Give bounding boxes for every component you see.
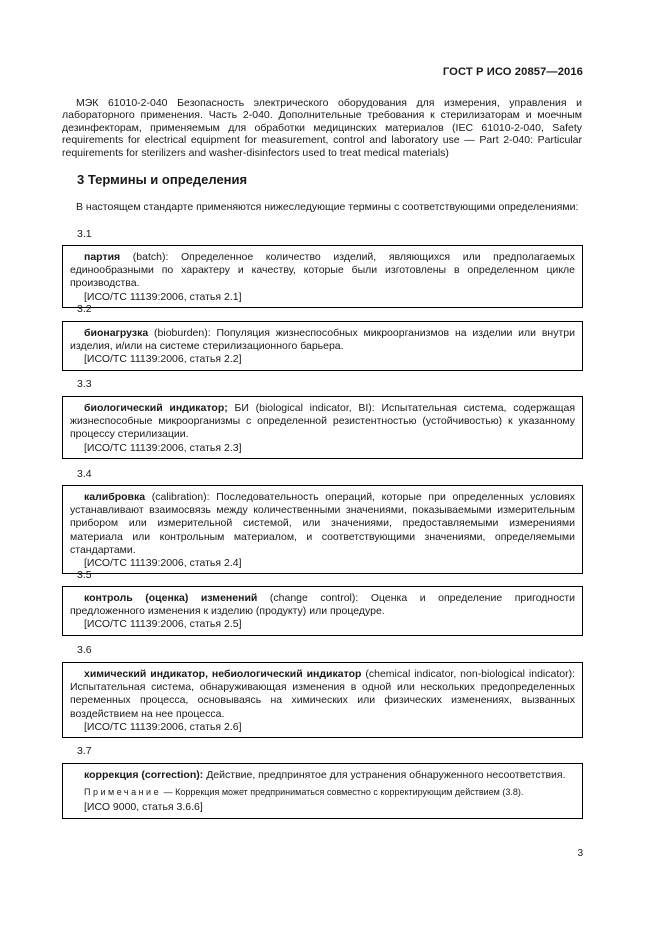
term-note — [70, 786, 575, 799]
term-source: [ИСО/ТС 11139:2006, статья 2.2] — [84, 353, 242, 366]
term-definition — [70, 668, 575, 721]
term-box — [62, 485, 583, 574]
term-number: 3.7 — [77, 745, 92, 757]
term-definition — [70, 327, 575, 353]
note-text: — Коррекция может предприниматься совместно с корректирующим действием (3.8). — [163, 787, 524, 798]
term-name: партия — [84, 251, 121, 263]
document-header: ГОСТ Р ИСО 20857—2016 — [442, 66, 583, 78]
definition-text: Испытательная система, содержащая жизнеспособные микроорганизмы с определенной резистентностью (устойчивостью) к указанному процессу стерилизации. — [70, 402, 576, 441]
term-box — [62, 586, 583, 636]
term-source: [ИСО/ТС 11139:2006, статья 2.6] — [84, 720, 242, 733]
term-definition — [70, 251, 575, 291]
term-name: контроль (оценка) изменений — [84, 592, 258, 604]
term-number: 3.6 — [77, 644, 92, 656]
term-source: [ИСО/ТС 11139:2006, статья 2.3] — [84, 441, 242, 454]
term-name: коррекция — [84, 769, 139, 781]
term-source: [ИСО 9000, статья 3.6.6] — [84, 801, 203, 814]
term-box — [62, 662, 583, 738]
section-intro: В настоящем стандарте применяются нижеследующие термины с соответствующими определениями: — [76, 201, 579, 213]
note-label: Примечание — [84, 787, 162, 798]
term-definition — [70, 402, 575, 442]
term-source: [ИСО/ТС 11139:2006, статья 2.5] — [84, 618, 242, 631]
term-definition — [70, 769, 575, 782]
term-box — [62, 245, 583, 308]
definition-text: Последовательность операций, которые при определенных условиях устанавливают взаимосвязь между количественными значениями, показываемыми измерительным прибором или измерительной системой, или значениями, предоставляемыми измерениями материала или контрольным материалом, и соответствующими значениями, определяемыми стандартами. — [70, 491, 575, 556]
term-definition — [70, 491, 575, 557]
term-english: (chemical indicator, non-biological indicator): — [365, 668, 575, 680]
term-number: 3.2 — [77, 303, 92, 315]
term-name: калибровка — [84, 491, 146, 503]
term-box — [62, 763, 583, 819]
definition-text: Оценка и определение пригодности предложенного изменения к изделию (продукту) или процедуре. — [70, 592, 575, 618]
definition-text: Испытательная система, обнаруживающая изменения в одной или нескольких предопределенных переменных процесса, основываясь на химических или физических изменениях, вызванных воздействием на нее процесса. — [70, 681, 575, 720]
term-number: 3.5 — [77, 569, 92, 581]
term-english: (correction): — [141, 769, 204, 781]
reference-paragraph: МЭК 61010-2-040 Безопасность электрического оборудования для измерения, управления и лабораторного применения. Часть 2-040. Дополнительные требования к стерилизаторам и моечным дезинфекторам, применяемым для обработки медицинских материалов (IEC 61010-2-040, Safety requirements for electrical equipment for measurement, control and laboratory use — Part 2-040: Particular requirements for sterilizers and washer-disinfectors used to treat medical materials) — [62, 97, 582, 159]
term-name: биологический индикатор; — [84, 402, 228, 414]
term-english: БИ (biological indicator, BI): — [234, 402, 375, 414]
term-english: (bioburden): — [154, 327, 211, 339]
term-source: [ИСО/ТС 11139:2006, статья 2.1] — [84, 290, 242, 303]
term-number: 3.1 — [77, 228, 92, 240]
term-source: [ИСО/ТС 11139:2006, статья 2.4] — [84, 557, 242, 570]
term-number: 3.3 — [77, 378, 92, 390]
page-number: 3 — [577, 848, 583, 859]
definition-text: Определенное количество изделий, являющихся или предполагаемых единообразными по характеру и качеству, которые были изготовлены в определенном цикле производства. — [70, 251, 575, 290]
term-english: (change control): — [269, 592, 359, 604]
section-title: 3 Термины и определения — [77, 172, 248, 187]
term-english: (batch): — [132, 251, 169, 263]
term-name: бионагрузка — [84, 327, 149, 339]
term-box — [62, 396, 583, 459]
term-number: 3.4 — [77, 468, 92, 480]
term-english: (calibration): — [151, 491, 210, 503]
term-name: химический индикатор, небиологический индикатор — [84, 668, 362, 680]
term-definition — [70, 592, 575, 618]
term-box — [62, 321, 583, 371]
definition-text: Популяция жизнеспособных микроорганизмов на изделии или внутри изделия, и/или на системе стерилизационного барьера. — [70, 327, 575, 353]
definition-text: Действие, предпринятое для устранения обнаруженного несоответствия. — [206, 769, 566, 781]
